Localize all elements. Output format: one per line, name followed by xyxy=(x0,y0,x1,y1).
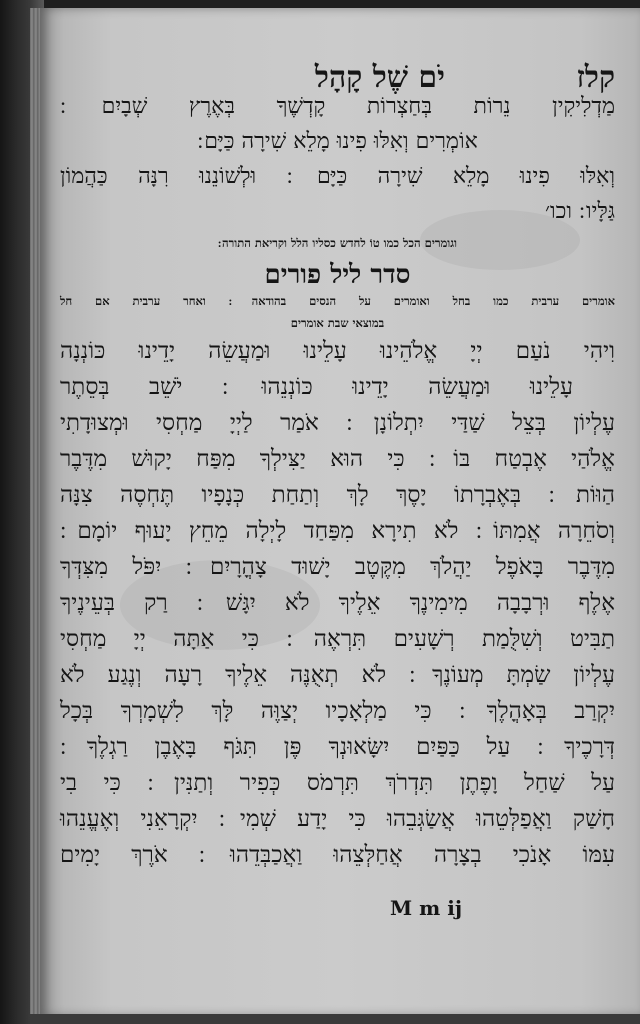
psalm-line: עַל שַׁחַל וָפֶתֶן תִּדְרֹךְ תִּרְמֹס כְּפִיר וְתַנִּין ׃ כִּי בִי xyxy=(60,770,615,796)
section-heading: סדר ליל פורים xyxy=(264,260,411,290)
psalm-line: אֱלֹהַי אֶבְטַח בּוֹ ׃ כִּי הוּא יַצִּילְךָ מִפַּח יָקוּשׁ מִדֶּבֶר xyxy=(60,446,615,472)
psalm-line: וִיהִי נֹעַם יְיָ אֱלֹהֵינוּ עָלֵינוּ וּמַעֲשֵׂה יָדֵינוּ כּוֹנְנָה xyxy=(60,338,615,364)
psalm-line: עֶלְיוֹן בְּצֵל שַׁדַּי יִתְלוֹנָן ׃ אֹמַר לַיְיָ מַחְסִי וּמְצוּדָתִי xyxy=(60,410,615,436)
page-text xyxy=(60,60,615,880)
instruction-note: וגומרים הכל כמו טוֹ לחדש כסליו הלל וקריאת התורה ׃ xyxy=(218,236,457,250)
psalm-line: הַוּוֹת ׃ בְּאֶבְרָתוֹ יָסֶךְ לָךְ וְתַחַת כְּנָפָיו תֶּחְסֶה צִנָּה xyxy=(60,482,615,508)
psalm-line: תַבִּיט וְשִׁלֻּמַת רְשָׁעִים תִּרְאֶה ׃ כִּי אַתָּה יְיָ מַחְסִי xyxy=(60,626,615,652)
text-line: אוֹמְרִים וְאִלּוּ פִינוּ מָלֵא שִׁירָה כַּיָּם ׃ xyxy=(197,129,478,154)
psalm-line: מִדֶּבֶר בָּאֹפֶל יַהֲלֹךְ מִקֶּטֶב יָשׁוּד צָהֳרָיִם ׃ יִפֹּל מִצִּדְּךָ xyxy=(60,554,615,580)
psalm-line: וְסֹחֵרָה אֲמִתּוֹ ׃ לֹא תִירָא מִפַּחַד לָיְלָה מֵחֵץ יָעוּף יוֹמָם ׃ xyxy=(60,518,615,544)
psalm-line: עֶלְיוֹן שַׂמְתָּ מְעוֹנֶךָ ׃ לֹא תְאֻנֶּה אֵלֶיךָ רָעָה וְנֶגַע לֹא xyxy=(60,662,615,688)
text-line: גַּלָּיו ׃ וכו׳ xyxy=(544,199,615,224)
folio-number: קלז xyxy=(576,60,615,95)
text-line: מַדְלִיקִין נֵרוֹת בְּחַצְרוֹת קָדְשֶׁךָ בְּאֶרֶץ שְׁבָיִם ׃ xyxy=(60,94,615,119)
instruction-note: במוצאי שבת אומרים xyxy=(290,316,385,330)
psalm-line: אֶלֶף וּרְבָבָה מִימִינֶךָ אֵלֶיךָ לֹא יִגָּשׁ ׃ רַק בְּעֵינֶיךָ xyxy=(60,590,615,616)
psalm-line: חָשַׁק וַאֲפַלְּטֵהוּ אֲשַׂגְּבֵהוּ כִּי יָדַע שְׁמִי ׃ יִקְרָאֵנִי וְאֶעֱנֵהוּ xyxy=(60,806,615,832)
running-header xyxy=(60,60,615,96)
psalm-line: דְּרָכֶיךָ ׃ עַל כַּפַּיִם יִשָּׂאוּנְךָ פֶּן תִּגֹּף בָּאֶבֶן רַגְלֶךָ ׃ xyxy=(60,734,615,760)
running-title: יֹם שֶׁל קָהָל xyxy=(314,60,445,95)
psalm-line: יִקְרַב בְּאָהֳלֶךָ ׃ כִּי מַלְאָכָיו יְצַוֶּה לָּךְ לִשְׁמָרְךָ בְּכָל xyxy=(60,698,615,724)
psalm-line: עִמּוֹ אָנֹכִי בְצָרָה אֲחַלְּצֵהוּ וַאֲכַבְּדֵהוּ ׃ אֹרֶךְ יָמִים xyxy=(60,842,615,868)
psalm-line: עָלֵינוּ וּמַעֲשֵׂה יָדֵינוּ כּוֹנְנֵהוּ ׃ יֹשֵׁב בְּסֵתֶר xyxy=(60,374,573,400)
bottom-shadow xyxy=(30,1014,640,1024)
signature-mark: M m ij xyxy=(390,896,463,920)
text-line: וְאִלּוּ פִינוּ מָלֵא שִׁירָה כַּיָּם ׃ וּלְשׁוֹנֵנוּ רִנָּה כַּהֲמוֹן xyxy=(60,164,615,189)
instruction-note: אומרים ערבית כמו בחל ואומרים על הנסים בהודאה ׃ ואחר ערבית אם חל xyxy=(60,294,615,308)
